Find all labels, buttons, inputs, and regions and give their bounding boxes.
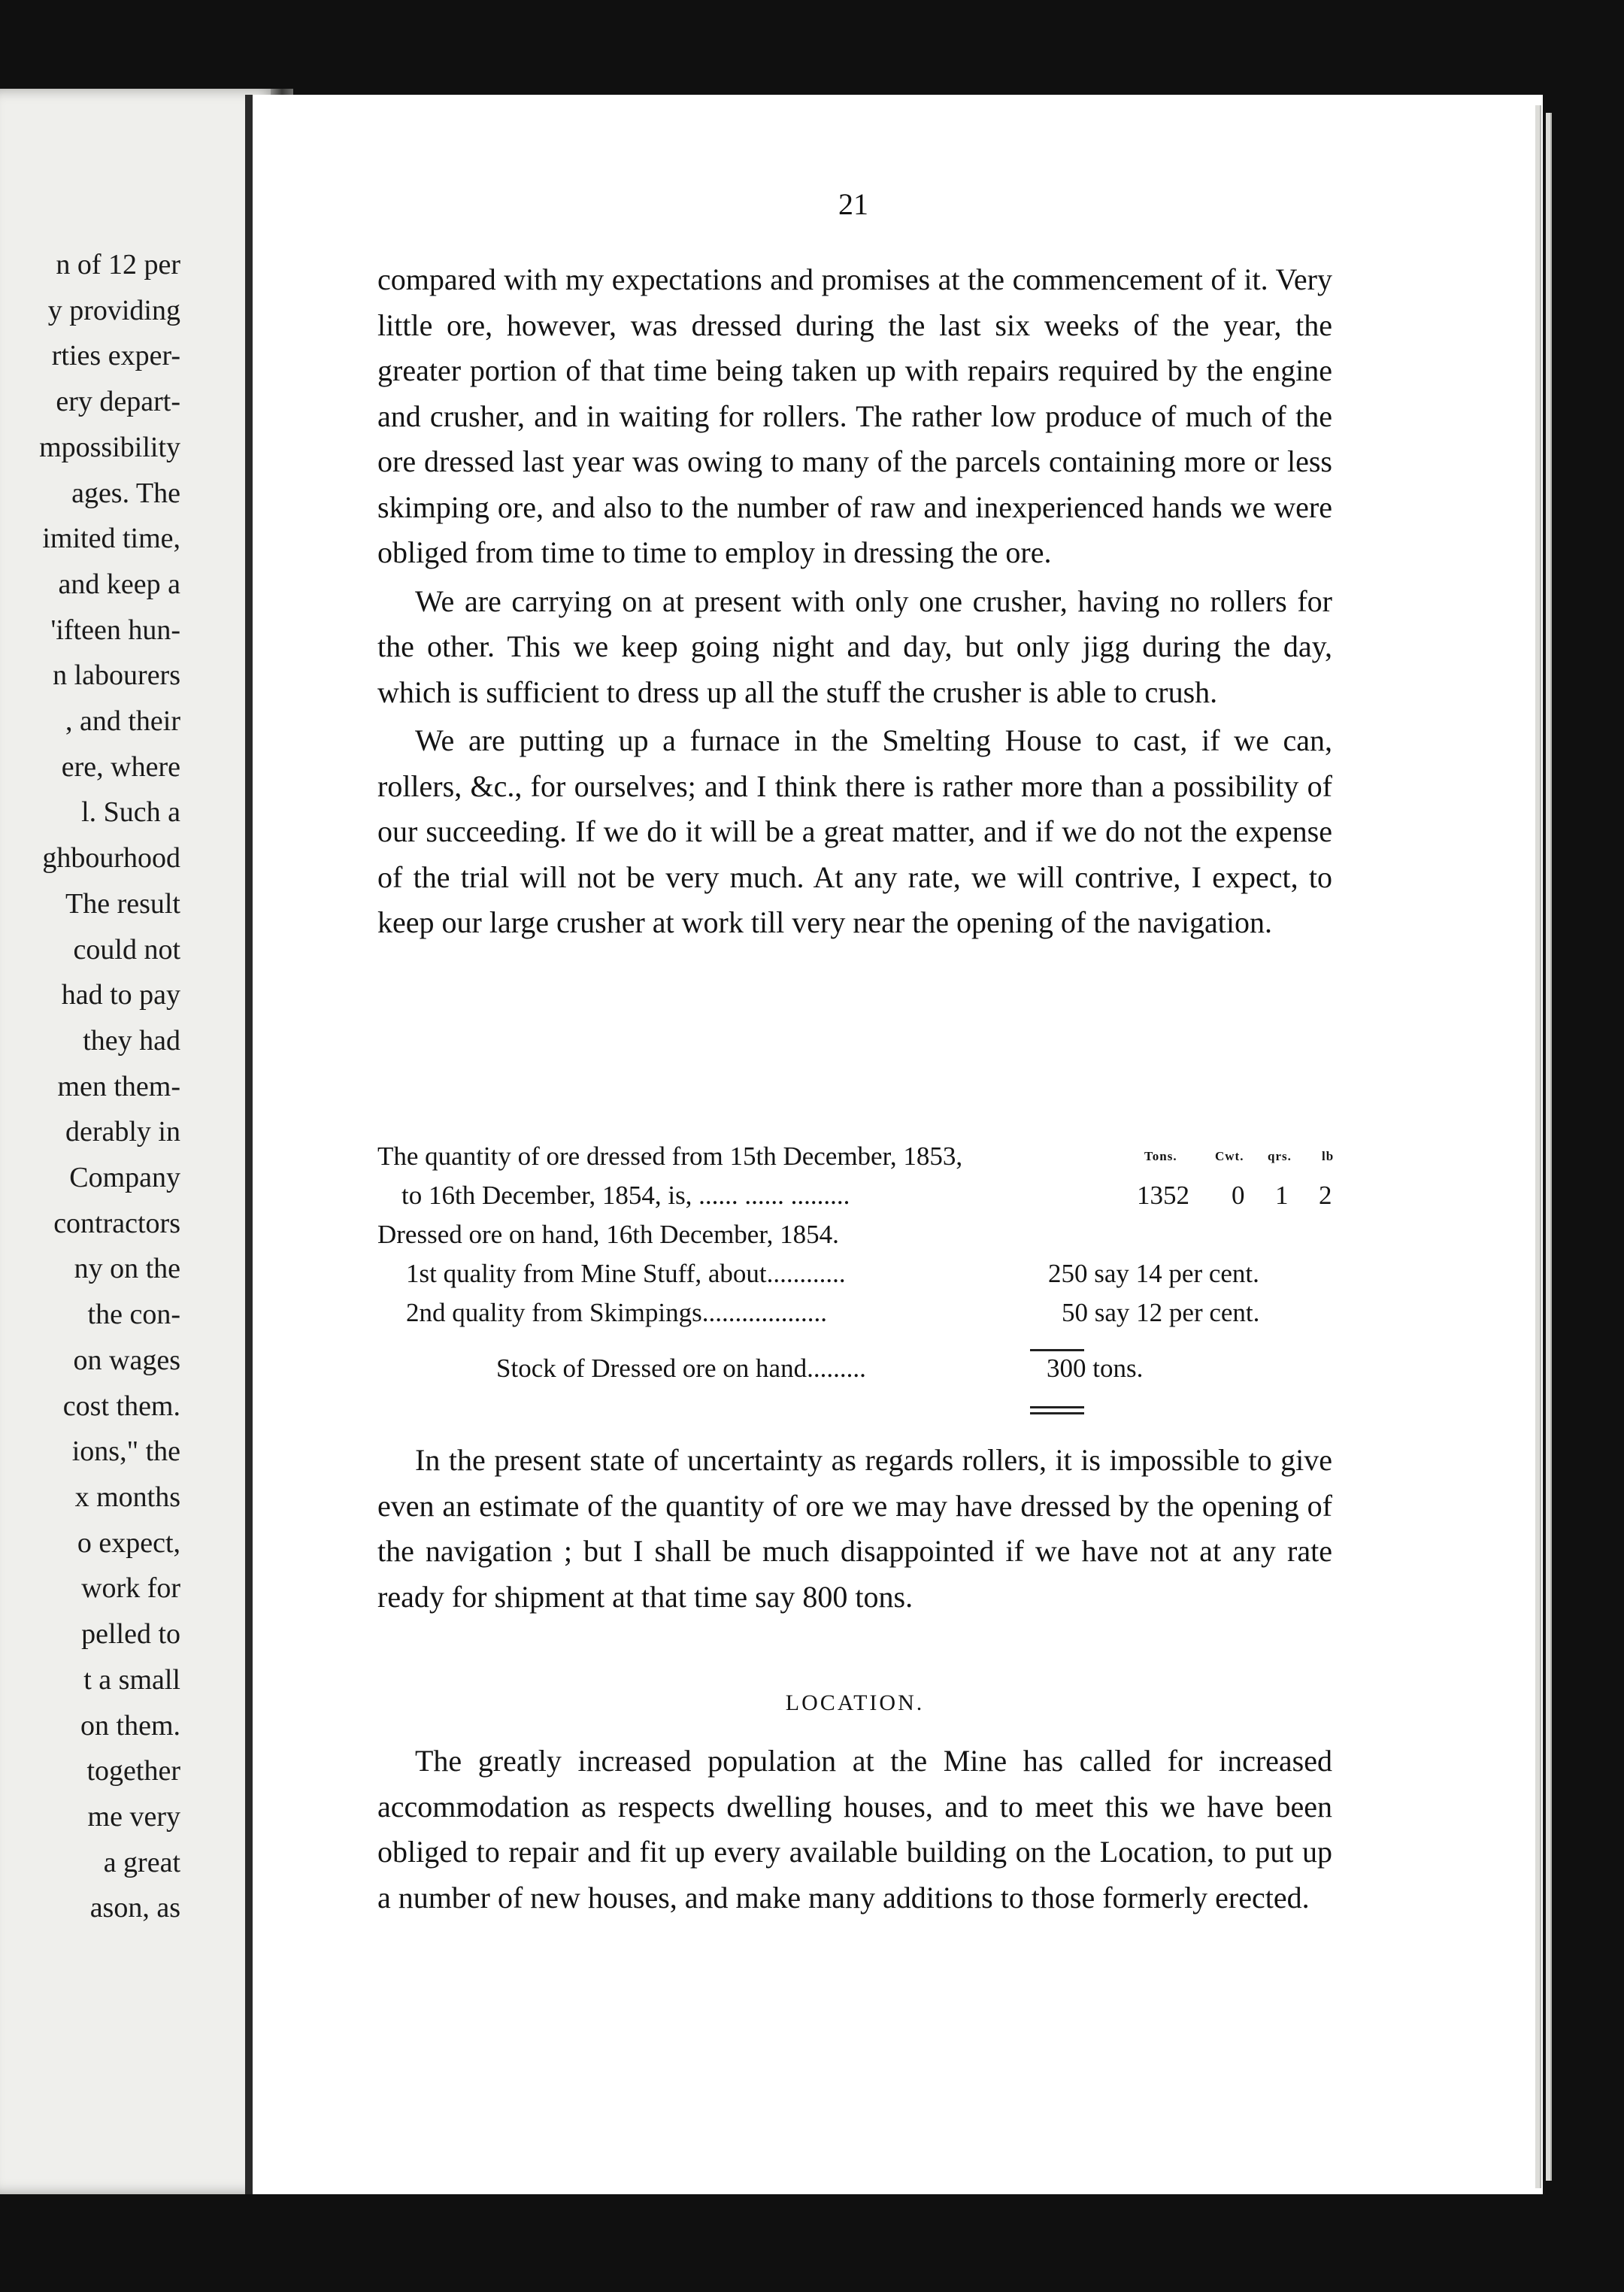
paragraph: We are putting up a furnace in the Smelting House to cast, if we can, rollers, &c., for ourselves; and I think there is rather more than a possibility of our succeeding. If we do it will be a great matter, and if we do not the expense of the trial will not be very much. At any rate, we will contrive, I expect, to keep our large crusher at work till very near the opening of the navigation. — [377, 723, 1332, 939]
left-page-line: could not — [73, 933, 180, 966]
left-page-line: l. Such a — [81, 796, 180, 829]
left-page-line: o expect, — [77, 1526, 180, 1559]
left-page-line: The result — [65, 887, 180, 920]
section-heading: LOCATION. — [785, 1690, 925, 1715]
unit-cwt: Cwt. — [1215, 1149, 1244, 1163]
left-page-line: contractors — [53, 1207, 180, 1239]
left-page-line: men them- — [57, 1070, 180, 1102]
left-page-line: cost them. — [62, 1390, 180, 1422]
paragraph: compared with my expectations and promises at the commencement of it. Very little ore, however, was dressed during the last six weeks of the year, the greater portion of that time being taken up with repairs required by the engine and crusher, and in waiting for rollers. The rather low produce of much of the ore dressed last year was owing to many of the parcels containing more or less skimping ore, and also to the number of raw and inexperienced hands we were obliged from time to time to employ in dressing the ore. — [377, 262, 1332, 569]
paragraph: The greatly increased population at the Mine has called for increased accommodation as respects dwelling houses, and to meet this we have been obliged to repair and fit up every available building on the Location, to put up a number of new houses, and make many additions to those formerly erected. — [377, 1744, 1332, 1915]
table-label: The quantity of ore dressed from 15th December, 1853, — [377, 1141, 963, 1171]
table-label: Stock of Dressed ore on hand......... — [496, 1354, 866, 1383]
left-page-line: derably in — [65, 1116, 180, 1148]
paragraph: We are carrying on at present with only one crusher, having no rollers for the other. This we keep going night and day, but only jigg during the day, which is sufficient to dress up all the stuff the crusher is able to crush. — [377, 584, 1332, 709]
left-page-line: t a small — [83, 1663, 180, 1696]
page-number: 21 — [838, 187, 868, 221]
left-page-line: ages. The — [71, 477, 180, 509]
table-value: 50 say 12 per cent. — [1062, 1298, 1260, 1327]
body-text-top — [377, 257, 1332, 949]
left-page-line: ason, as — [89, 1892, 180, 1924]
left-page-line: on them. — [80, 1709, 180, 1742]
page-edge — [1535, 105, 1541, 2188]
ore-table — [377, 1141, 1340, 1393]
table-label: 2nd quality from Skimpings................... — [406, 1298, 827, 1327]
table-row — [377, 1259, 1340, 1298]
left-page-line: imited time, — [42, 523, 180, 555]
table-row — [377, 1220, 1340, 1259]
left-page-line: the con- — [87, 1299, 180, 1331]
table-row — [377, 1141, 1340, 1181]
left-page-line: ghbourhood — [42, 842, 180, 875]
left-page-line: work for — [81, 1572, 180, 1605]
table-row — [377, 1298, 1340, 1337]
value-cwt: 0 — [1232, 1181, 1245, 1210]
left-page-line: and keep a — [58, 568, 180, 600]
left-page-line: pelled to — [81, 1618, 180, 1651]
table-value: 250 say 14 per cent. — [1048, 1259, 1259, 1288]
value-lb: 2 — [1319, 1181, 1332, 1210]
left-page-line: 'ifteen hun- — [50, 614, 180, 646]
left-page-line: had to pay — [61, 979, 180, 1011]
left-page-line: , and their — [65, 705, 180, 738]
left-page-line: rties exper- — [51, 340, 180, 372]
left-page-line: ere, where — [61, 750, 180, 783]
left-page-line: ery depart- — [56, 386, 180, 418]
table-label: to 16th December, 1854, is, ...... ...... ......... — [401, 1181, 850, 1210]
body-text-bottom — [377, 1739, 1332, 1924]
left-page-line: y providing — [47, 294, 180, 326]
left-page-text — [0, 242, 180, 1931]
page-edge — [1546, 113, 1552, 2181]
value-qrs: 1 — [1275, 1181, 1289, 1210]
total-rule — [1030, 1412, 1084, 1414]
left-page-line: x months — [74, 1481, 180, 1513]
paragraph: In the present state of uncertainty as regards rollers, it is impossible to give even an estimate of the quantity of ore we may have dressed by the opening of the navigation ; but I shall be much disappointed if we have not at any rate ready for shipment at that time say 800 tons. — [377, 1443, 1332, 1614]
sum-rule — [1030, 1349, 1084, 1351]
left-page-line: n of 12 per — [56, 249, 180, 280]
unit-lb: lb — [1322, 1149, 1335, 1163]
left-page-line: mpossibility — [39, 431, 180, 463]
left-page-line: ions," the — [71, 1436, 180, 1468]
value-tons: 1352 — [1137, 1181, 1189, 1210]
left-page-line: on wages — [73, 1344, 180, 1376]
table-row — [377, 1354, 1340, 1393]
left-page-line: me very — [87, 1800, 180, 1833]
left-page-line: Company — [69, 1162, 180, 1194]
left-page-line: n labourers — [53, 659, 180, 692]
left-page-line: a great — [103, 1846, 180, 1878]
left-page-line: they had — [83, 1024, 180, 1057]
table-label: Dressed ore on hand, 16th December, 1854. — [377, 1220, 839, 1249]
left-page-line: ny on the — [74, 1253, 180, 1285]
unit-tons: Tons. — [1144, 1149, 1177, 1163]
unit-qrs: qrs. — [1268, 1149, 1292, 1163]
table-row — [377, 1181, 1340, 1220]
left-page-line: together — [86, 1755, 180, 1787]
total-rule — [1030, 1406, 1084, 1408]
body-text-middle — [377, 1438, 1332, 1623]
table-label: 1st quality from Mine Stuff, about............ — [406, 1259, 846, 1288]
table-value: 300 tons. — [1047, 1354, 1144, 1383]
